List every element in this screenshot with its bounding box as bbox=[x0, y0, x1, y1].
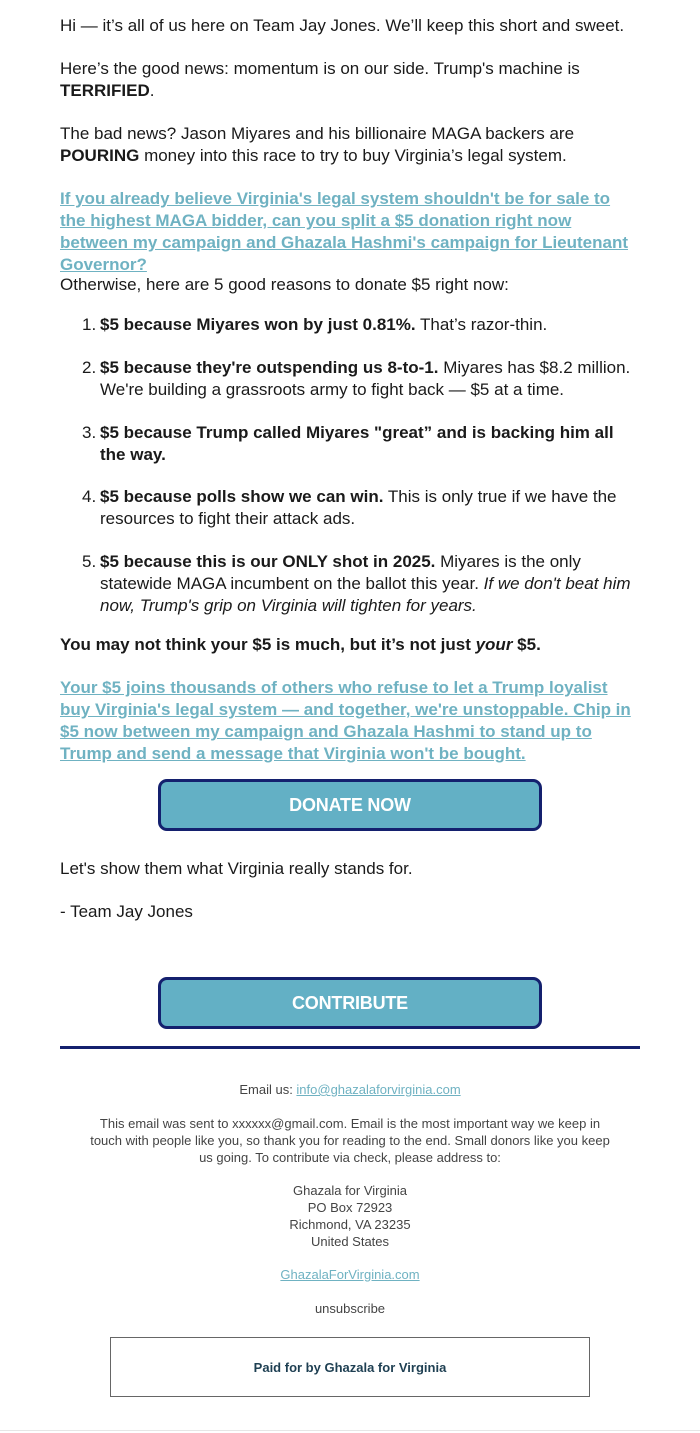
footer-email bbox=[60, 1081, 640, 1098]
address-line: Richmond, VA 23235 bbox=[289, 1217, 411, 1232]
good-news-post: . bbox=[149, 81, 155, 100]
split-donation-link[interactable]: If you already believe Virginia's legal system shouldn't be for sale to the highest MAGA bidder, can you split a $5 donation right now between my campaign and Ghazala Hashmi's campaign for Lieutenant Governor? bbox=[60, 189, 629, 274]
reason-text: Miyares is the only statewide MAGA incumbent on the ballot this year. bbox=[100, 552, 581, 593]
donate-now-button[interactable]: DONATE NOW bbox=[158, 779, 542, 831]
list-item-number: 2. bbox=[82, 358, 97, 377]
list-item-number: 4. bbox=[82, 487, 97, 506]
address-line: United States bbox=[310, 1234, 390, 1249]
reason-bold: $5 because Miyares won by just 0.81%. bbox=[100, 315, 416, 334]
reason-text: Miyares has $8.2 million. We're building a grassroots army to fight back — $5 at a time. bbox=[100, 358, 631, 399]
chip-in-link[interactable]: Your $5 joins thousands of others who refuse to let a Trump loyalist buy Virginia's legal system — and together, we're unstoppable. Chip in $5 now between my campaign and Ghazala Hashmi to stand up to Trump and send a message that Virginia won't be bought. bbox=[60, 678, 631, 763]
bad-news-text bbox=[60, 123, 640, 167]
address-line: Ghazala for Virginia bbox=[293, 1183, 407, 1198]
list-item-number: 3. bbox=[82, 423, 97, 442]
not-much-pre: You may not think your $5 is much, but it’s not just bbox=[60, 635, 476, 654]
website bbox=[60, 1266, 640, 1283]
reason-text: That’s razor-thin. bbox=[415, 315, 548, 334]
list-item bbox=[60, 551, 640, 617]
reason-bold: $5 because Trump called Miyares "great” and is backing him all the way. bbox=[100, 423, 614, 464]
list-item bbox=[60, 422, 640, 466]
bad-news-pre: The bad news? Jason Miyares and his billionaire MAGA backers are bbox=[60, 124, 575, 143]
reason-bold: $5 because polls show we can win. bbox=[100, 487, 384, 506]
not-much-italic: your bbox=[475, 635, 513, 654]
contribute-button[interactable]: CONTRIBUTE bbox=[158, 977, 542, 1029]
not-much-post: $5. bbox=[512, 635, 541, 654]
footer-notice: This email was sent to xxxxxx@gmail.com. Email is the most important way we keep in touch with people like you, so thank you for reading to the end. Small donors like you keep us going. To contribute via check, please address to: bbox=[90, 1116, 610, 1165]
email-label: Email us: bbox=[239, 1082, 297, 1097]
list-item bbox=[60, 357, 640, 401]
paid-for-disclaimer: Paid for by Ghazala for Virginia bbox=[110, 1337, 590, 1397]
list-item-number: 5. bbox=[82, 552, 97, 571]
list-item-number: 1. bbox=[82, 315, 97, 334]
bad-news-bold: POURING bbox=[60, 146, 140, 165]
bad-news-post: money into this race to try to buy Virginia’s legal system. bbox=[139, 146, 567, 165]
unsubscribe bbox=[60, 1300, 640, 1317]
signature: - Team Jay Jones bbox=[60, 902, 193, 921]
reason-italic: If we don't beat him now, Trump's grip on Virginia will tighten for years. bbox=[100, 574, 631, 615]
reason-bold: $5 because this is our ONLY shot in 2025. bbox=[100, 552, 436, 571]
reason-bold: $5 because they're outspending us 8-to-1. bbox=[100, 358, 439, 377]
website-link[interactable]: GhazalaForVirginia.com bbox=[280, 1267, 420, 1282]
closing-text: Let's show them what Virginia really stands for. bbox=[60, 859, 413, 878]
intro-text: Hi — it’s all of us here on Team Jay Jones. We’ll keep this short and sweet. bbox=[60, 16, 625, 35]
email-link[interactable]: info@ghazalaforvirginia.com bbox=[296, 1082, 461, 1097]
footer-divider bbox=[60, 1046, 640, 1049]
good-news-text bbox=[60, 58, 640, 102]
unsubscribe-link[interactable]: unsubscribe bbox=[314, 1301, 386, 1316]
reasons-intro: Otherwise, here are 5 good reasons to donate $5 right now: bbox=[60, 275, 509, 294]
mailing-address bbox=[60, 1182, 640, 1250]
good-news-bold: TERRIFIED bbox=[60, 81, 150, 100]
list-item bbox=[60, 314, 640, 336]
bottom-divider bbox=[0, 1430, 700, 1431]
not-much-text bbox=[60, 634, 640, 656]
address-line: PO Box 72923 bbox=[307, 1200, 393, 1215]
list-item bbox=[60, 486, 640, 530]
reason-text: This is only true if we have the resources to fight their attack ads. bbox=[100, 487, 617, 528]
good-news-pre: Here’s the good news: momentum is on our side. Trump's machine is bbox=[60, 59, 580, 78]
